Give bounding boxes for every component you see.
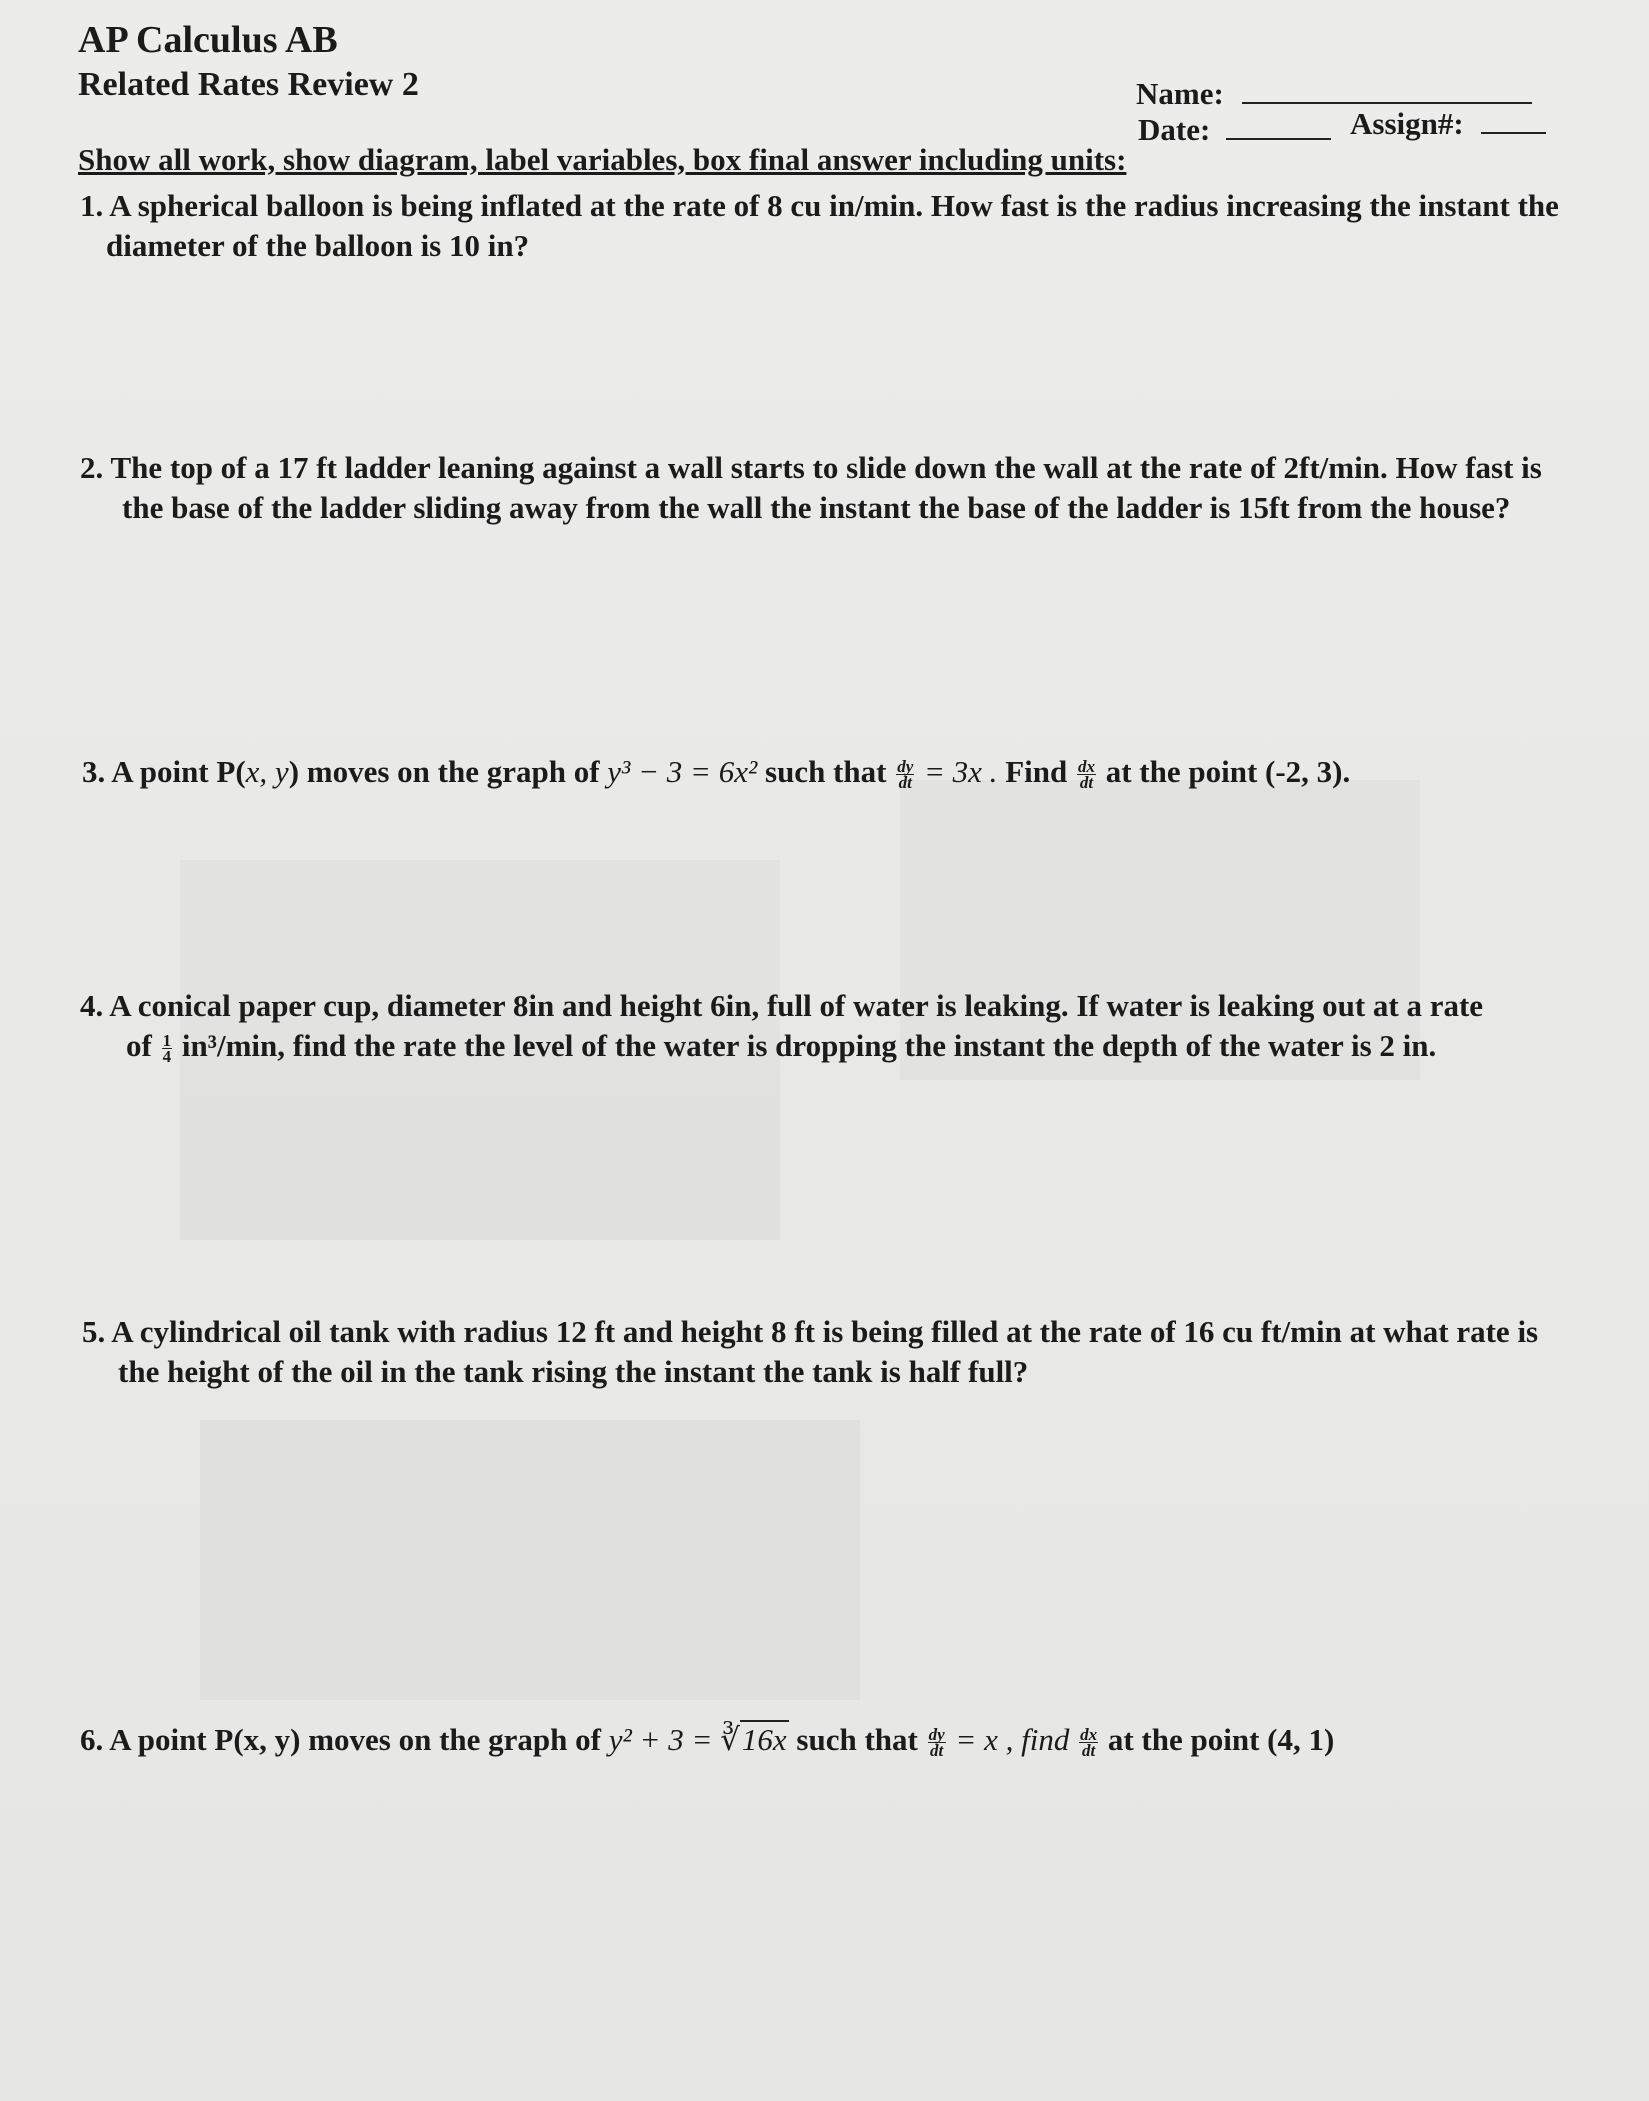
question-1 bbox=[80, 186, 1559, 266]
question-6-rate: = x , find bbox=[955, 1722, 1070, 1757]
question-3-equation: y³ − 3 = 6x² bbox=[607, 754, 765, 789]
assign-field bbox=[1350, 106, 1546, 142]
fraction-numerator: dx bbox=[1077, 757, 1095, 777]
question-6-equation-left: y² + 3 = ∛ bbox=[608, 1722, 740, 1757]
dy-dt-fraction bbox=[928, 1725, 946, 1761]
date-label: Date: bbox=[1138, 112, 1211, 147]
question-5-line-2: the height of the oil in the tank rising the instant the tank is half full? bbox=[118, 1354, 1029, 1389]
fraction-numerator: 1 bbox=[162, 1031, 172, 1051]
question-6-such-that: such that bbox=[796, 1722, 918, 1757]
dy-dt-fraction bbox=[896, 757, 914, 793]
question-2-line-1: 2. The top of a 17 ft ladder leaning against a wall starts to slide down the wall at the rate of 2ft/min. How fast is bbox=[80, 450, 1542, 485]
name-blank bbox=[1242, 101, 1532, 104]
question-4-of: of bbox=[126, 1028, 152, 1063]
date-field bbox=[1138, 112, 1331, 148]
course-title: AP Calculus AB bbox=[78, 19, 338, 61]
question-3-prefix: 3. A point P( bbox=[82, 754, 246, 789]
fraction-denominator: dt bbox=[930, 1741, 944, 1761]
question-2 bbox=[80, 448, 1542, 528]
question-3-mid: ) moves on the graph of bbox=[288, 754, 600, 789]
dx-dt-fraction bbox=[1077, 757, 1096, 793]
question-3-find: Find bbox=[1005, 754, 1068, 789]
dx-dt-fraction bbox=[1079, 1725, 1098, 1761]
bleed-through-shadow bbox=[200, 1420, 860, 1700]
one-quarter-fraction bbox=[162, 1031, 173, 1067]
question-3-suffix: at the point (-2, 3). bbox=[1105, 754, 1351, 789]
fraction-denominator: dt bbox=[1079, 773, 1094, 793]
instructions: Show all work, show diagram, label variables, box final answer including units: bbox=[78, 142, 1127, 177]
question-6-radicand: 16x bbox=[741, 1722, 787, 1757]
fraction-denominator: dt bbox=[1081, 1741, 1096, 1761]
question-6-prefix: 6. A point P(x, y) moves on the graph of bbox=[80, 1722, 601, 1757]
question-3-vars: x, y bbox=[245, 754, 289, 789]
question-6 bbox=[80, 1720, 1334, 1760]
question-1-line-1: 1. A spherical balloon is being inflated at the rate of 8 cu in/min. How fast is the radius increasing the instant the bbox=[80, 188, 1559, 223]
question-4 bbox=[80, 986, 1483, 1066]
question-4-line-1: 4. A conical paper cup, diameter 8in and height 6in, full of water is leaking. If water is leaking out at a rate bbox=[80, 988, 1484, 1023]
fraction-numerator: dy bbox=[928, 1725, 945, 1745]
question-3 bbox=[82, 752, 1350, 792]
name-label: Name: bbox=[1136, 76, 1224, 111]
question-4-line-2: in³/min, find the rate the level of the water is dropping the instant the depth of the water is 2 in. bbox=[181, 1028, 1437, 1063]
question-3-rate: = 3x . bbox=[924, 754, 998, 789]
question-4-line-2-wrap bbox=[126, 1026, 1483, 1066]
assign-blank bbox=[1481, 131, 1546, 134]
question-6-suffix: at the point (4, 1) bbox=[1107, 1722, 1335, 1757]
question-5-line-1: 5. A cylindrical oil tank with radius 12 ft and height 8 ft is being filled at the rate of 16 cu ft/min at what rate is bbox=[82, 1314, 1539, 1349]
worksheet-title: Related Rates Review 2 bbox=[78, 66, 419, 103]
date-blank bbox=[1226, 137, 1331, 140]
fraction-denominator: 4 bbox=[162, 1047, 172, 1067]
question-3-such-that: such that bbox=[765, 754, 887, 789]
assign-label: Assign#: bbox=[1350, 106, 1464, 141]
question-2-line-2: the base of the ladder sliding away from the wall the instant the base of the ladder is 15ft from the house? bbox=[122, 490, 1511, 525]
fraction-numerator: dx bbox=[1080, 1725, 1098, 1745]
question-5 bbox=[82, 1312, 1538, 1392]
fraction-numerator: dy bbox=[897, 757, 914, 777]
fraction-denominator: dt bbox=[898, 773, 912, 793]
question-1-line-2: diameter of the balloon is 10 in? bbox=[106, 228, 530, 263]
